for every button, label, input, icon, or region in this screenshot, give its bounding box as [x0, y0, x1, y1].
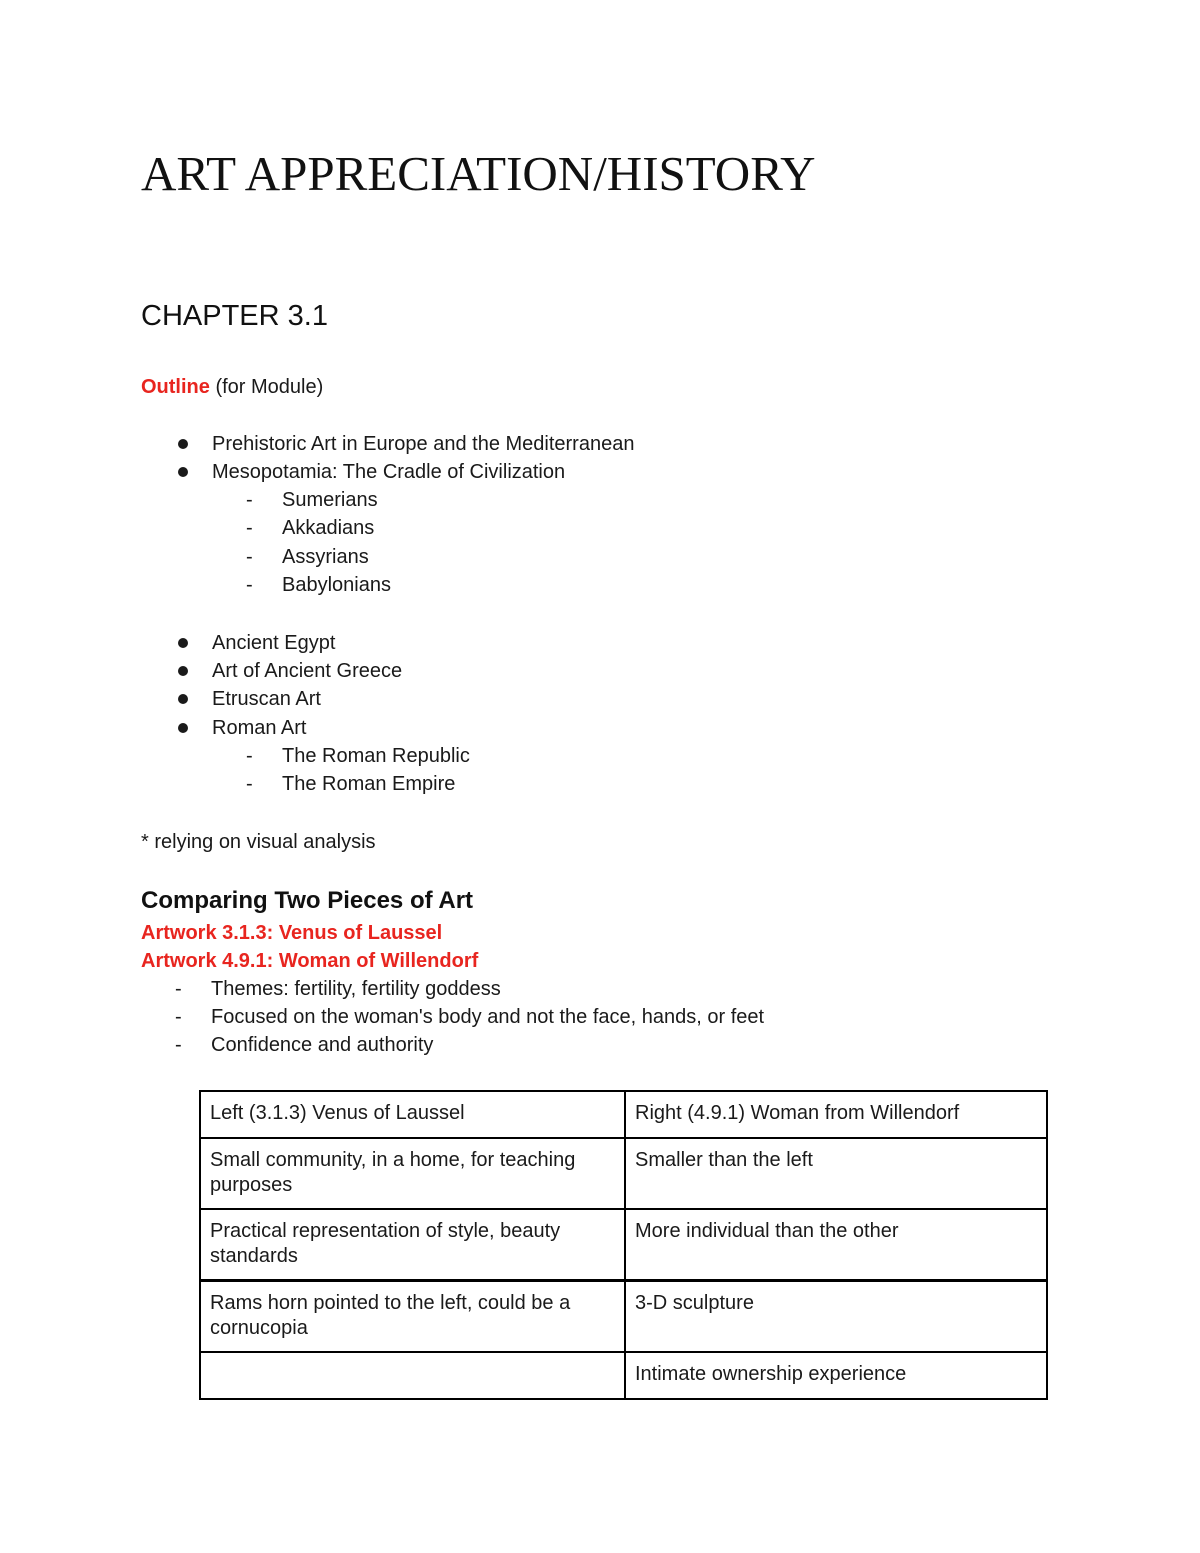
outline-suffix: (for Module) [209, 376, 324, 398]
list-item-text: Themes: fertility, fertility goddess [211, 978, 501, 1000]
table-row [200, 1281, 1047, 1353]
table-row [200, 1209, 1047, 1281]
list-item-text: The Roman Republic [282, 745, 470, 767]
table-cell: Smaller than the left [625, 1138, 1047, 1209]
list-item [246, 770, 455, 798]
dash-icon: - [246, 489, 253, 511]
document-title: ART APPRECIATION/HISTORY [141, 146, 816, 201]
artwork-title-2: Artwork 4.9.1: Woman of Willendorf [141, 950, 479, 972]
table-cell: More individual than the other [625, 1209, 1047, 1281]
table-cell: Right (4.9.1) Woman from Willendorf [625, 1091, 1047, 1138]
list-item [175, 1003, 764, 1031]
dash-icon: - [246, 773, 253, 795]
table-row [200, 1352, 1047, 1399]
bullet-icon [178, 467, 188, 477]
chapter-heading: CHAPTER 3.1 [141, 300, 328, 332]
visual-analysis-note [141, 828, 376, 856]
bullet-icon [178, 666, 188, 676]
bullet-icon [178, 723, 188, 733]
list-item-text: Akkadians [282, 517, 375, 539]
list-item [178, 657, 402, 685]
table-cell: Left (3.1.3) Venus of Laussel [200, 1091, 625, 1138]
bullet-icon [178, 694, 188, 704]
list-item-text: Sumerians [282, 489, 378, 511]
list-item-text: Confidence and authority [211, 1034, 434, 1056]
list-item-text: Mesopotamia: The Cradle of Civilization [212, 461, 566, 483]
artwork-title-1: Artwork 3.1.3: Venus of Laussel [141, 922, 443, 944]
bullet-icon [178, 638, 188, 648]
list-item [178, 714, 306, 742]
section-heading: Comparing Two Pieces of Art [141, 887, 474, 914]
list-item [175, 975, 501, 1003]
table-cell: 3-D sculpture [625, 1281, 1047, 1353]
list-item-text: Etruscan Art [212, 688, 321, 710]
list-item-text: Roman Art [212, 717, 307, 739]
dash-icon: - [246, 574, 253, 596]
list-item [246, 486, 378, 514]
table-cell: Intimate ownership experience [625, 1352, 1047, 1399]
table-row [200, 1091, 1047, 1138]
list-item [178, 685, 321, 713]
table-cell: Practical representation of style, beauty standards [200, 1209, 625, 1281]
list-item [178, 430, 634, 458]
list-item [246, 514, 374, 542]
list-item [178, 458, 565, 486]
table-row [200, 1138, 1047, 1209]
list-item-text: Ancient Egypt [212, 632, 336, 654]
list-item [178, 629, 335, 657]
dash-icon: - [246, 517, 253, 539]
table-cell: Rams horn pointed to the left, could be a cornucopia [200, 1281, 625, 1353]
dash-icon: - [175, 978, 182, 1000]
bullet-icon [178, 439, 188, 449]
dash-icon: - [175, 1006, 182, 1028]
list-item-text: The Roman Empire [282, 773, 456, 795]
list-item-text: Babylonians [282, 574, 391, 596]
outline-label-line [141, 373, 323, 401]
list-item-text: Focused on the woman's body and not the face, hands, or feet [211, 1006, 765, 1028]
table-cell [200, 1352, 625, 1399]
list-item-text: Prehistoric Art in Europe and the Mediterranean [212, 433, 635, 455]
note-text: * relying on visual analysis [141, 831, 376, 853]
list-item-text: Art of Ancient Greece [212, 660, 403, 682]
dash-icon: - [175, 1034, 182, 1056]
comparison-table [199, 1090, 1048, 1400]
list-item [246, 571, 391, 599]
dash-icon: - [246, 546, 253, 568]
dash-icon: - [246, 745, 253, 767]
list-item-text: Assyrians [282, 546, 369, 568]
table-cell: Small community, in a home, for teaching purposes [200, 1138, 625, 1209]
list-item [175, 1031, 433, 1059]
list-item [246, 543, 369, 571]
list-item [246, 742, 470, 770]
outline-label: Outline [141, 376, 210, 398]
